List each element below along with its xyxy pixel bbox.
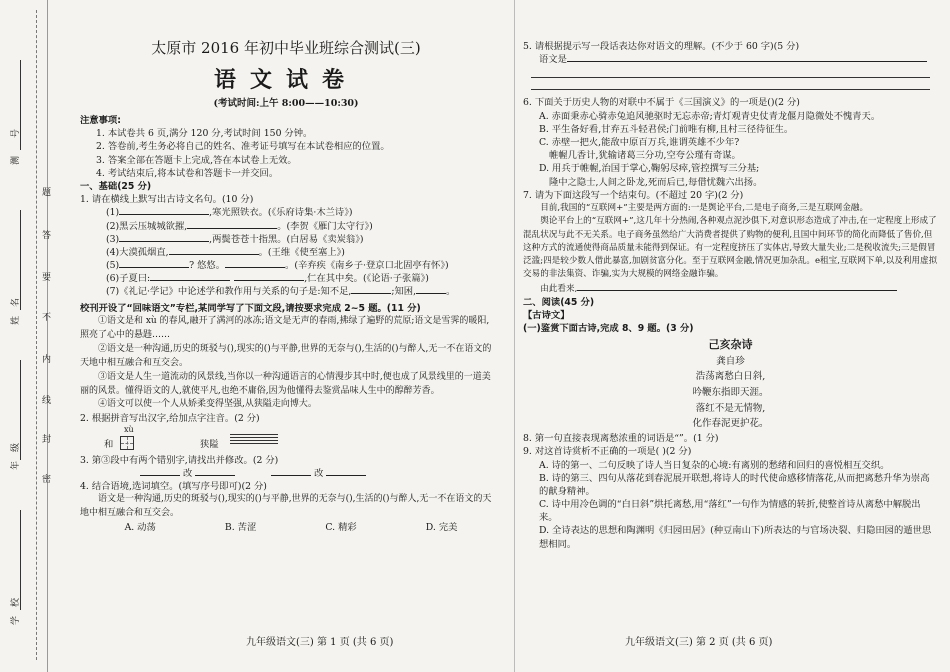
q1-item-6: (6)子夏曰: ,仁在其中矣。(《论语·子张篇》) <box>106 273 429 285</box>
cut-char: 题 <box>42 188 52 198</box>
cut-char: 不 <box>42 313 52 323</box>
tian-grid[interactable] <box>120 436 134 450</box>
q3-answer-row: 改 改 <box>80 467 492 480</box>
pinyin-label: xù <box>124 424 134 434</box>
answer-blank[interactable] <box>187 220 277 229</box>
question-8: 8. 第一句直接表现离愁浓重的词语是“”。(1 分) <box>523 433 719 445</box>
q1-item-7: (7)《礼记·学记》中论述学和教作用与关系的句子是:知不足, ;知困, 。 <box>106 286 456 298</box>
passage-para-3: ③语文是人生一道流动的风景线,当你以一种沟通语言的心情漫步其中时,便也成了风景线里的一道美丽的风景。懂得语文的人,就使平凡,也绝不庸俗,因为他懂得去鉴赏品味人生中的醇醉芳香。 <box>80 371 491 396</box>
note-item: 4. 考试结束后,将本试卷和答题卡一并交回。 <box>96 167 279 179</box>
pinyin-lines[interactable] <box>230 434 278 446</box>
cut-char: 要 <box>42 273 52 283</box>
q9-option-d[interactable]: D. 全诗表达的思想和陶渊明《归园田居》(种豆南山下)所表达的与官场决裂、归隐田园的遁世思想相同。 <box>539 525 932 550</box>
q1-item-2: (2)黑云压城城欲摧, 。(李贺《雁门太守行》) <box>106 220 373 232</box>
page-1 <box>56 0 498 672</box>
page-footer: 九年级语文(三) 第 2 页 (共 6 页) <box>625 636 773 648</box>
answer-blank[interactable] <box>225 259 285 268</box>
q6-option-b[interactable]: B. 平生备好看,甘弃五斗轻君侯;门前唯有柳,且村三径待征生。 <box>539 123 794 135</box>
answer-blank[interactable] <box>195 467 235 476</box>
question-3: 3. 第③段中有两个错别字,请找出并修改。(2 分) <box>80 454 279 466</box>
school-label: 学 校 <box>11 597 21 625</box>
cut-char: 封 <box>42 435 52 445</box>
answer-line[interactable] <box>531 70 930 78</box>
notes-title: 注意事项: <box>80 115 121 127</box>
note-item: 1. 本试卷共 6 页,满分 120 分,考试时间 150 分钟。 <box>96 128 313 140</box>
answer-blank[interactable] <box>567 53 927 62</box>
answer-blank[interactable] <box>416 285 446 294</box>
q9-option-b[interactable]: B. 诗的第三、四句从落花到春泥展开联想,将诗人的时代使命感移情落花,从而把离愁升华为崇高的献身精神。 <box>539 472 930 497</box>
q1-item-1: (1) ,寒光照铁衣。(《乐府诗集·木兰诗》) <box>106 207 353 219</box>
answer-blank[interactable] <box>119 259 189 268</box>
q9-option-c[interactable]: C. 诗中用冷色调的“白日斜”烘托离愁,用“落红”一句作为情感的转折,使整首诗从离愁中解脱出来。 <box>539 499 921 524</box>
question-9: 9. 对这首诗赏析不正确的一项是( )(2 分) <box>523 446 692 458</box>
answer-line[interactable] <box>531 82 930 90</box>
q7-passage-2: 舆论平台上的“互联网+”,这几年十分热闹,各种观点泥沙俱下,对意识形态造成了冲击,在一定程度上形成了混乱状况与此不无关系。电子商务虽然给广大消费者提供了购物的便利,且国中间环节的简化而降低了售价,但这种方式的流通使得商品质量未能得到保证。有一定程度挤压了实体店,导致大量失业;二是税收流失;三是假冒泛滥;四是较少数人借此暴富,加剧贫富分化。至于互联网金融,情况更加杂乱。e租宝,互联网下单,以及利用虚拟交易的非法集资、诈骗,实为大规模的网络金融诈骗。 <box>523 216 938 280</box>
question-4: 4. 结合语境,选词填空。(填写序号即可)(2 分) <box>80 480 267 492</box>
answer-blank[interactable] <box>169 246 259 255</box>
passage-para-1: ①语文是和 xù 的春风,融开了满河的冰冻;语文是无声的春雨,拂绿了遍野的荒原;语文是雪霁的暖阳,照亮了心中的悬韪…… <box>80 315 490 340</box>
answer-blank[interactable] <box>119 233 209 242</box>
answer-blank[interactable] <box>150 272 230 281</box>
q6-option-d-line2: 隆中之隐士,人间之卧龙,死而后已,每借忧魏六出扬。 <box>549 176 763 188</box>
exam-no-blank[interactable] <box>20 60 21 150</box>
option-d[interactable]: D. 完美 <box>425 522 458 534</box>
answer-blank[interactable] <box>351 285 391 294</box>
name-blank[interactable] <box>20 210 21 310</box>
passage-para-4: ④语文可以使一个人从娇柔变得坚强,从狭隘走向博大。 <box>98 399 317 410</box>
page-2 <box>514 0 946 672</box>
q1-item-5: (5) ? 悠悠。 。(辛弃疾《南乡子·登京口北固亭有怀》) <box>106 260 449 272</box>
subject-title: 语文试卷 <box>213 68 358 94</box>
answer-blank[interactable] <box>140 467 180 476</box>
q2-answer-area <box>80 426 492 454</box>
answer-blank[interactable] <box>326 467 366 476</box>
binding-strip <box>0 0 52 672</box>
sub-section-1: (一)鉴赏下面古诗,完成 8、9 题。(3 分) <box>523 323 694 335</box>
section-1-title: 一、基础(25 分) <box>80 180 152 192</box>
note-item: 2. 答卷前,考生务必将自己的姓名、准考证号填写在本试卷相应的位置。 <box>96 141 390 153</box>
q9-option-a[interactable]: A. 诗的第一、二句反映了诗人当日复杂的心境:有离别的愁绪和回归的喜悦相互交织。 <box>539 459 890 471</box>
reading-intro: 校刊开设了“回味语文”专栏,某同学写了下面文段,请按要求完成 2~5 题。(11 分) <box>80 302 421 314</box>
question-1: 1. 请在横线上默写出古诗文名句。(10 分) <box>80 194 254 206</box>
q6-option-c[interactable]: C. 赤壁一把火,能敌中原百万兵,谁谓英雄不少年? <box>539 136 740 148</box>
cut-char: 答 <box>42 231 52 241</box>
poem-line: 落红不是无情物, <box>695 402 766 414</box>
question-6: 6. 下面关于历史人物的对联中不属于《三国演义》的一项是()(2 分) <box>523 97 800 109</box>
answer-blank[interactable] <box>119 206 209 215</box>
poem-line: 吟鞭东指即天涯。 <box>692 387 769 399</box>
q6-option-c-line2: 帷幄几香计,犹输诸葛三分功,空夸公瑾有奇谋。 <box>549 150 741 162</box>
q4-text: 语文是一种沟通,历史的斑驳与(),现实的()与平静,世界的无奈与(),生活的()与醉人,无一不在语文的天地中相互融合和互交会。 <box>80 494 492 519</box>
gushiwen-label: 【古诗文】 <box>523 310 570 322</box>
passage-para-2: ②语文是一种沟通,历史的斑驳与(),现实的()与平静,世界的无奈与(),生活的()与醉人,无一不在语文的天地中相互融合和互交会。 <box>80 343 492 368</box>
question-5: 5. 请根据提示写一段话表达你对语文的理解。(不少于 60 字)(5 分) <box>523 41 800 52</box>
poem-line: 浩荡离愁白日斜, <box>695 371 766 383</box>
cut-char: 内 <box>42 355 52 365</box>
q7-passage-1: 目前,我国的“互联网+”主要是两方面的:一是舆论平台,二是电子商务,三是互联网金融。 <box>540 202 869 213</box>
answer-blank[interactable] <box>271 467 311 476</box>
page-footer: 九年级语文(三) 第 1 页 (共 6 页) <box>246 636 394 648</box>
seal-line <box>36 10 37 660</box>
class-blank[interactable] <box>20 360 21 460</box>
q5-answer: 语文是 <box>523 53 938 66</box>
option-a[interactable]: A. 动荡 <box>124 522 156 534</box>
cut-char: 密 <box>42 475 52 485</box>
class-label: 年 级 <box>11 442 21 470</box>
q1-item-3: (3) ,两鬓苍苍十指黑。(白居易《卖炭翁》) <box>106 233 364 245</box>
poem-author: 龚自珍 <box>716 355 745 367</box>
note-item: 3. 答案全部在答题卡上完成,答在本试卷上无效。 <box>96 154 297 166</box>
poem-line: 化作春泥更护花。 <box>692 418 769 430</box>
section-2-title: 二、阅读(45 分) <box>523 297 595 309</box>
question-7: 7. 请为下面这段写一个结束句。(不超过 20 字)(2 分) <box>523 189 744 201</box>
school-blank[interactable] <box>20 510 21 610</box>
option-c[interactable]: C. 精彩 <box>325 522 357 534</box>
q6-option-d[interactable]: D. 用兵于帷幄,治国于掌心,鞠躬尽瘁,管控撰写三分基; <box>539 163 760 175</box>
answer-blank[interactable] <box>577 282 897 291</box>
q2-word-1: 和 <box>104 438 114 450</box>
q7-passage-3: 由此看来, <box>523 282 938 296</box>
poem <box>523 336 938 433</box>
exam-no-label: 测 号 <box>11 128 21 165</box>
name-label: 姓 名 <box>11 297 21 325</box>
q6-option-a[interactable]: A. 赤面秉赤心骑赤兔追风驰驱时无忘赤帝;青灯观青史仗青龙偃月隐微处不愧青天。 <box>539 110 881 122</box>
q2-word-2: 狭隘 <box>200 438 219 450</box>
question-2: 2. 根据拼音写出汉字,给加点字注音。(2 分) <box>80 413 260 425</box>
q4-options <box>80 521 492 534</box>
cut-char: 线 <box>42 396 52 406</box>
poem-title: 己亥杂诗 <box>708 337 753 351</box>
option-b[interactable]: B. 苦涩 <box>224 522 257 534</box>
exam-time: (考试时间:上午 8:00——10:30) <box>213 97 359 109</box>
exam-title: 太原市 2016 年初中毕业班综合测试(三) <box>151 39 421 57</box>
q1-item-4: (4)大漠孤烟直, 。(王维《使至塞上》) <box>106 246 345 258</box>
answer-blank[interactable] <box>234 272 304 281</box>
